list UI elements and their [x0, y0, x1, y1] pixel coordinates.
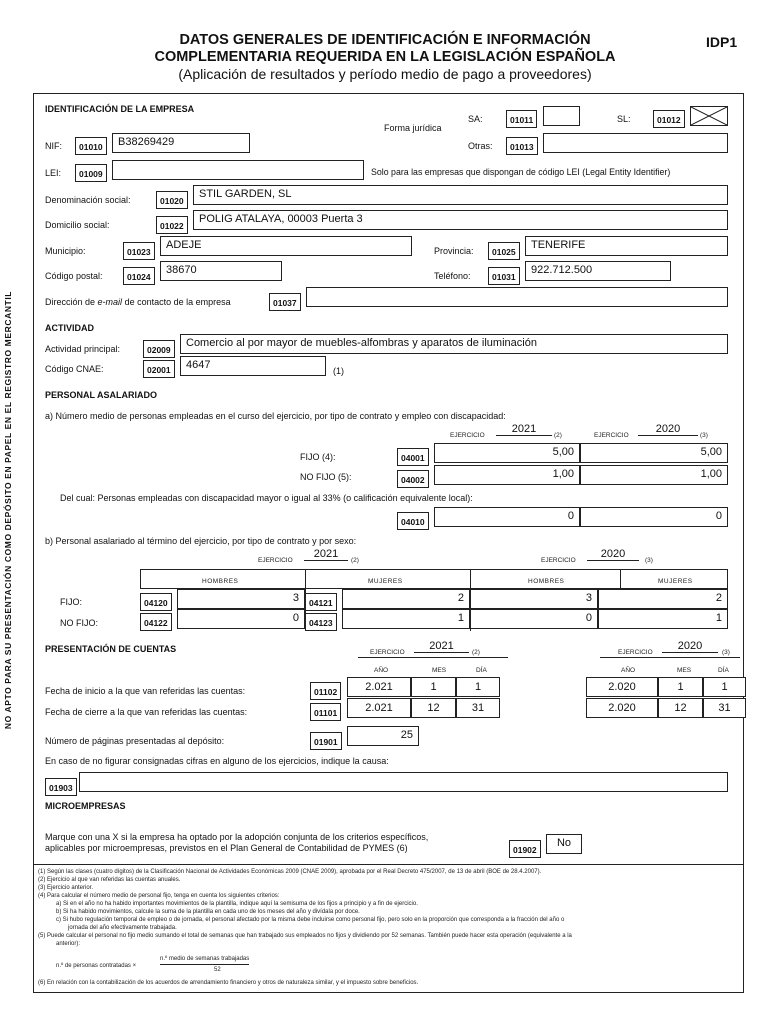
email-label: Dirección de e-mail de contacto de la empresa: [45, 297, 231, 307]
micro-text-2: aplicables por microempresas, previstos en el Plan General de Contabilidad de PYMES (6): [45, 843, 408, 853]
domicilio-label: Domicilio social:: [45, 220, 110, 230]
footnote-3: (3) Ejercicio anterior.: [38, 885, 94, 891]
telefono-label: Teléfono:: [434, 271, 471, 281]
otras-code: 01013: [506, 137, 538, 155]
email-input[interactable]: [306, 287, 728, 307]
note-3: (3): [645, 557, 653, 564]
cnae-label: Código CNAE:: [45, 364, 104, 374]
cnae-code: 02001: [143, 360, 175, 378]
paginas-label: Número de páginas presentadas al depósito:: [45, 736, 225, 746]
municipio-label: Municipio:: [45, 246, 86, 256]
no-fijo-code: 04002: [397, 470, 429, 488]
domicilio-code: 01022: [156, 216, 188, 234]
fijo-label: FIJO (4):: [300, 452, 336, 462]
ejercicio-label: EJERCICIO: [594, 432, 629, 439]
inicio-2020-dia[interactable]: 1: [703, 677, 746, 697]
fijo-hombres-2021[interactable]: 3: [177, 589, 305, 609]
formula-left: n.º de personas contratadas ×: [56, 963, 137, 969]
fijo-mujeres-2021[interactable]: 2: [342, 589, 470, 609]
cnae-footnote-ref: (1): [333, 366, 344, 376]
note-2: (2): [472, 649, 480, 656]
note-3: (3): [722, 649, 730, 656]
no-fijo-2021[interactable]: 1,00: [434, 465, 580, 485]
actividad-principal-label: Actividad principal:: [45, 344, 121, 354]
provincia-input[interactable]: TENERIFE: [525, 236, 728, 256]
lei-input[interactable]: [112, 160, 364, 180]
fijo-hombres-code: 04120: [140, 593, 172, 611]
lei-note: Solo para las empresas que dispongan de código LEI (Legal Entity Identifier): [371, 167, 671, 177]
sa-checkbox[interactable]: [543, 106, 580, 126]
footnote-4c: c) Si hubo regulación temporal de empleo o de jornada, el personal afectado por la misma debe incluirse como personal fijo, pero solo en la proporción que corresponda a la fracción del año o: [56, 917, 565, 923]
inicio-label: Fecha de inicio a la que van referidas las cuentas:: [45, 686, 246, 696]
fijo-mujeres-2020[interactable]: 2: [598, 589, 728, 609]
causa-code: 01903: [45, 778, 77, 796]
footnote-4: (4) Para calcular el número medio de personal fijo, tenga en cuenta los siguientes criterios:: [38, 893, 280, 899]
section-identificacion: IDENTIFICACIÓN DE LA EMPRESA: [45, 104, 195, 114]
no-fijo-mujeres-code: 04123: [305, 613, 337, 631]
causa-label: En caso de no figurar consignadas cifras en alguno de los ejercicios, indique la causa:: [45, 756, 389, 766]
inicio-2021-anio[interactable]: 2.021: [347, 677, 411, 697]
section-actividad: ACTIVIDAD: [45, 323, 94, 333]
cierre-label: Fecha de cierre a la que van referidas las cuentas:: [45, 707, 248, 717]
inicio-2020-mes[interactable]: 1: [658, 677, 703, 697]
otras-input[interactable]: [543, 133, 728, 153]
section-microempresas: MICROEMPRESAS: [45, 801, 126, 811]
year-2021-b: 2021: [304, 548, 348, 561]
lei-label: LEI:: [45, 168, 62, 178]
title-line-2: COMPLEMENTARIA REQUERIDA EN LA LEGISLACIÓN ESPAÑOLA: [154, 49, 616, 65]
codigo-postal-code: 01024: [123, 267, 155, 285]
no-fijo-hombres-2021[interactable]: 0: [177, 609, 305, 629]
anio-header: AÑO: [621, 667, 636, 674]
codigo-postal-input[interactable]: 38670: [160, 261, 282, 281]
fijo-hombres-2020[interactable]: 3: [470, 589, 598, 609]
paginas-input[interactable]: 25: [347, 726, 419, 746]
denominacion-input[interactable]: STIL GARDEN, SL: [193, 185, 728, 205]
cierre-2020-anio[interactable]: 2.020: [586, 698, 658, 718]
sa-code: 01011: [506, 110, 537, 128]
fijo-b-label: FIJO:: [60, 597, 82, 607]
micro-input[interactable]: No: [546, 834, 582, 854]
sl-checkbox[interactable]: [690, 106, 728, 126]
forma-juridica-label: Forma jurídica: [384, 123, 442, 133]
denominacion-code: 01020: [156, 191, 188, 209]
nif-label: NIF:: [45, 141, 62, 151]
actividad-principal-input[interactable]: Comercio al por mayor de muebles-alfombras y aparatos de iluminación: [180, 334, 728, 354]
footnote-2: (2) Ejercicio al que van referidas las cuentas anuales.: [38, 877, 181, 883]
cuentas-year-2021: 2021: [414, 640, 469, 653]
hombres-header: HOMBRES: [202, 578, 239, 585]
cnae-input[interactable]: 4647: [180, 356, 326, 376]
discapacidad-2021[interactable]: 0: [434, 507, 580, 527]
micro-code: 01902: [509, 840, 541, 858]
causa-input[interactable]: [79, 772, 728, 792]
no-fijo-mujeres-2020[interactable]: 1: [598, 609, 728, 629]
hombres-header: HOMBRES: [528, 578, 565, 585]
telefono-code: 01031: [488, 267, 520, 285]
mes-header: MES: [677, 667, 692, 674]
section-personal: PERSONAL ASALARIADO: [45, 390, 158, 400]
footnote-4b: b) Si ha habido movimientos, calcule la suma de la plantilla en cada uno de los meses del año y divídala por doce.: [56, 909, 360, 915]
note-3: (3): [700, 432, 708, 439]
ejercicio-label: EJERCICIO: [618, 649, 653, 656]
fijo-code: 04001: [397, 448, 429, 466]
inicio-2020-anio[interactable]: 2.020: [586, 677, 658, 697]
no-fijo-b-label: NO FIJO:: [60, 618, 98, 628]
note-2: (2): [351, 557, 359, 564]
sl-code: 01012: [653, 110, 685, 128]
note-2: (2): [554, 432, 562, 439]
inicio-2021-mes[interactable]: 1: [411, 677, 456, 697]
ejercicio-label: EJERCICIO: [450, 432, 485, 439]
x-mark-icon: [691, 107, 727, 125]
inicio-2021-dia[interactable]: 1: [456, 677, 500, 697]
mujeres-header: MUJERES: [658, 578, 693, 585]
no-fijo-hombres-2020[interactable]: 0: [470, 609, 598, 629]
no-fijo-2020[interactable]: 1,00: [580, 465, 728, 485]
nif-input[interactable]: B38269429: [112, 133, 250, 153]
footnote-6: (6) En relación con la contabilización de los acuerdos de arrendamiento financiero y otros de naturaleza similar, y el impuesto sobre beneficios.: [38, 980, 419, 986]
discapacidad-text: Del cual: Personas empleadas con discapacidad mayor o igual al 33% (o calificación equivalente local):: [60, 493, 473, 503]
formula-denominator: 52: [214, 967, 221, 973]
mes-header: MES: [432, 667, 447, 674]
cuentas-year-2020: 2020: [662, 640, 718, 653]
side-disclaimer: NO APTO PARA SU PRESENTACIÓN COMO DEPÓSITO EN PAPEL EN EL REGISTRO MERCANTIL: [3, 290, 13, 730]
municipio-input[interactable]: ADEJE: [160, 236, 412, 256]
personal-b-text: b) Personal asalariado al término del ejercicio, por tipo de contrato y por sexo:: [45, 536, 357, 546]
cierre-2021-dia[interactable]: 31: [456, 698, 500, 718]
municipio-code: 01023: [123, 242, 155, 260]
ejercicio-label: EJERCICIO: [258, 557, 293, 564]
ejercicio-label: EJERCICIO: [370, 649, 405, 656]
otras-label: Otras:: [468, 141, 493, 151]
sa-label: SA:: [468, 114, 483, 124]
personal-a-text: a) Número medio de personas empleadas en el curso del ejercicio, por tipo de contrato y empleo con discapacidad:: [45, 411, 506, 421]
email-code: 01037: [269, 293, 301, 311]
year-2021: 2021: [496, 423, 552, 436]
year-2020-b: 2020: [587, 548, 639, 561]
cierre-2020-dia[interactable]: 31: [703, 698, 746, 718]
year-2020: 2020: [638, 423, 698, 436]
domicilio-input[interactable]: POLIG ATALAYA, 00003 Puerta 3: [193, 210, 728, 230]
title-line-3: (Aplicación de resultados y período medio de pago a proveedores): [178, 66, 592, 82]
footnote-4a: a) Si en el año no ha habido importantes movimientos de la plantilla, indique aquí la semisuma de los fijos a principio y a fin de ejercicio.: [56, 901, 418, 907]
cierre-2021-mes[interactable]: 12: [411, 698, 456, 718]
fijo-mujeres-code: 04121: [305, 593, 337, 611]
actividad-principal-code: 02009: [143, 340, 175, 358]
no-fijo-label: NO FIJO (5):: [300, 472, 352, 482]
fijo-2021[interactable]: 5,00: [434, 443, 580, 463]
fijo-2020[interactable]: 5,00: [580, 443, 728, 463]
footnote-5-cont: anterior):: [56, 941, 81, 947]
no-fijo-mujeres-2021[interactable]: 1: [342, 609, 470, 629]
provincia-code: 01025: [488, 242, 520, 260]
cierre-code: 01101: [310, 703, 341, 721]
ejercicio-label: EJERCICIO: [541, 557, 576, 564]
paginas-code: 01901: [310, 732, 342, 750]
title-line-1: DATOS GENERALES DE IDENTIFICACIÓN E INFORMACIÓN: [179, 32, 591, 48]
footnote-5: (5) Puede calcular el personal no fijo medio sumando el total de semanas que han trabajado sus empleados no fijos y dividiendo por 52 semanas. También puede hacer esta operación (equivalente a la: [38, 933, 572, 939]
discapacidad-2020[interactable]: 0: [580, 507, 728, 527]
denominacion-label: Denominación social:: [45, 195, 131, 205]
inicio-code: 01102: [310, 682, 341, 700]
cierre-2021-anio[interactable]: 2.021: [347, 698, 411, 718]
discapacidad-code: 04010: [397, 512, 429, 530]
nif-code: 01010: [75, 137, 107, 155]
form-id: IDP1: [706, 34, 738, 50]
cierre-2020-mes[interactable]: 12: [658, 698, 703, 718]
section-cuentas: PRESENTACIÓN DE CUENTAS: [45, 644, 177, 654]
provincia-label: Provincia:: [434, 246, 474, 256]
micro-text-1: Marque con una X si la empresa ha optado por la adopción conjunta de los criterios específicos,: [45, 832, 429, 842]
footnote-4c-cont: jornada del año efectivamente trabajada.: [68, 925, 177, 931]
no-fijo-hombres-code: 04122: [140, 613, 172, 631]
telefono-input[interactable]: 922.712.500: [525, 261, 671, 281]
formula-numerator: n.º medio de semanas trabajadas: [160, 956, 249, 965]
sl-label: SL:: [617, 114, 631, 124]
codigo-postal-label: Código postal:: [45, 271, 103, 281]
anio-header: AÑO: [374, 667, 389, 674]
dia-header: DÍA: [476, 667, 487, 674]
lei-code: 01009: [75, 164, 107, 182]
dia-header: DÍA: [718, 667, 729, 674]
mujeres-header: MUJERES: [368, 578, 403, 585]
footnote-1: (1) Según las clases (cuatro dígitos) de la Clasificación Nacional de Actividades Económicas 2009 (CNAE 2009), aprobada por el Real Decreto 475/2007, de 13 de abril (BOE de 28.4.2007).: [38, 869, 542, 875]
